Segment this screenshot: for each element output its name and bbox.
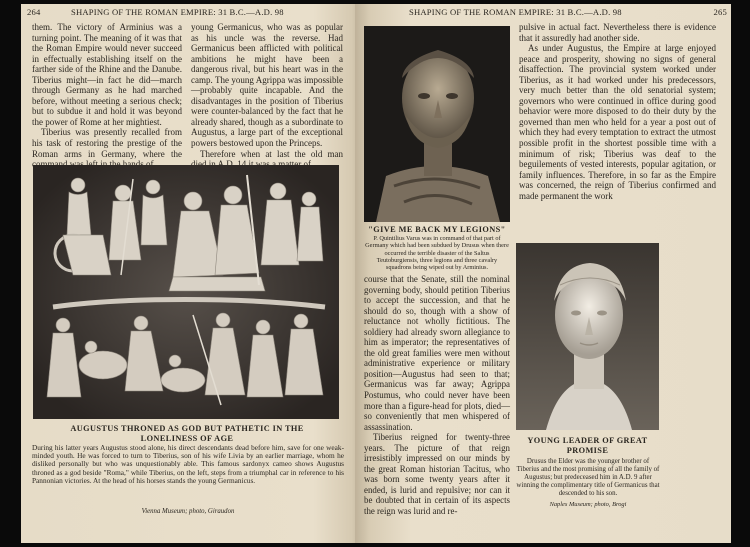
- left-running-head: SHAPING OF THE ROMAN EMPIRE: 31 B.C.—A.D. 98: [71, 7, 284, 17]
- varus-bust-illustration: [364, 26, 510, 222]
- varus-caption-body: P. Quintilius Varus was in command of that part of Germany which had been subdued by Drusus when there occurred the terrible disaster of the Saltus Teutoburgiensis, three legions and three cavalry squadrons being wiped out by Arminius.: [365, 235, 509, 272]
- left-page: [21, 4, 365, 543]
- cameo-caption-body: During his latter years Augustus stood alone, his direct descendants dead before him, save for one weak-minded youth. He was forced to turn to Tiberius, son of his wife Livia by an earlier marriage, whom he disliked personally but who was unquestionably able. This famous sardonyx cameo shows Augustus throned as a god beside "Roma," while Tiberius, on the left, steps from a triumphal car in reference to his Pannonian victories. At the head of his horses stands the young Germanicus.: [32, 443, 344, 485]
- varus-bust-image: [364, 26, 510, 222]
- right-middle-column: [364, 274, 510, 517]
- drusus-portrait-image: [516, 243, 659, 430]
- right-column: [519, 22, 716, 201]
- left-col1-para-1: them. The victory of Arminius was a turning point. The meaning of it was that the Roman Empire would never succeed in effectually establishing itself on the farther side of the Rhine and the Danube. Tiberius might—in fact he did—march through Germany as he had marched before, without meeting a serious check; but to subdue it and hold it was beyond the power of Rome at her mightiest.: [32, 22, 182, 127]
- left-column-2: [191, 22, 343, 170]
- left-page-number: 264: [27, 7, 41, 17]
- right-running-head: SHAPING OF THE ROMAN EMPIRE: 31 B.C.—A.D. 98: [409, 7, 622, 17]
- middle-col-para-2: Tiberius reigned for twenty-three years. The picture of that reign irresistibly impressed on our minds by the great Roman historian Tacitus, who was born some twenty years after it ended, is lurid and repulsive; nor can it be doubted that in certain of its aspects the reign was lurid and re-: [364, 432, 510, 517]
- right-page: [355, 4, 731, 543]
- left-col2-para-1: young Germanicus, who was as popular as his uncle was the reverse. Had Germanicus been afflicted with political ambitions he might have been a dangerous rival, but his heart was in the camp. The young Agrippa was impossible—probably quite incapable. And the disadvantages in the position of Tiberius were counter-balanced by the fact that he already shared, though as a subordinate to Augustus, a large part of the exceptional powers bestowed upon the Princeps.: [191, 22, 343, 149]
- right-page-number: 265: [713, 7, 727, 17]
- drusus-portrait-illustration: [516, 243, 659, 430]
- left-col1-para-2: Tiberius was presently recalled from his task of restoring the prestige of the Roman arms in Germany, where the: [32, 127, 182, 159]
- left-column-1: [32, 22, 182, 170]
- cameo-caption-title: AUGUSTUS THRONED AS GOD BUT PATHETIC IN THE LONELINESS OF AGE: [70, 424, 304, 443]
- drusus-caption-credit: Naples Museum; photo, Brogi: [549, 501, 627, 508]
- cameo-illustration: [33, 165, 339, 419]
- left-col2-para-2: Therefore when at last the old man: [200, 148, 343, 159]
- drusus-caption-body: Drusus the Elder was the younger brother of Tiberius and the most promising of all the family of Augustus; but predeceased him in A.D. 9 after winning the complimentary title of Germanicus that descended to his son.: [516, 458, 660, 497]
- cameo-image: [33, 165, 339, 419]
- varus-caption-title: "GIVE ME BACK MY LEGIONS": [368, 225, 506, 234]
- right-col-para-1: pulsive in actual fact. Nevertheless there is evidence that it assuredly had another side.: [519, 22, 716, 43]
- middle-col-para-1: course that the Senate, still the nominal governing body, should petition Tiberius to accept the succession, and that he should do so, though with a show of reluctance not wholly fictitious. The soldiery had already sworn allegiance to him as imperator; the representatives of the old great families were men without administrative experience or military position—Augustus had seen to that; Germanicus was far away; Agrippa Postumus, who could never have been more than a figure-head for plots, died—so conveniently that men whispered of assassination.: [364, 274, 510, 432]
- drusus-caption-title: YOUNG LEADER OF GREAT PROMISE: [527, 436, 648, 455]
- cameo-caption-credit: Vienna Museum; photo, Giraudon: [141, 508, 235, 515]
- right-col-para-2: As under Augustus, the Empire at large enjoyed peace and prosperity, showing no signs of general disaffection. The provincial system worked under Tiberius, as it had worked under his predecessors, very much better than the old senatorial system; governors who were continued in office during good behavior were more disposed to do their duty by the governed than men who held for a year a post out of which they had every temptation to extract the utmost possible profit in the shortest possible time with a minimum of risk; Tiberius was deaf to the beguilements of vested interests, popular agitation, or family influences. Therefore, in so far as the Empire was concerned, the reign of Tiberius confirmed and made permanent the work: [519, 43, 716, 201]
